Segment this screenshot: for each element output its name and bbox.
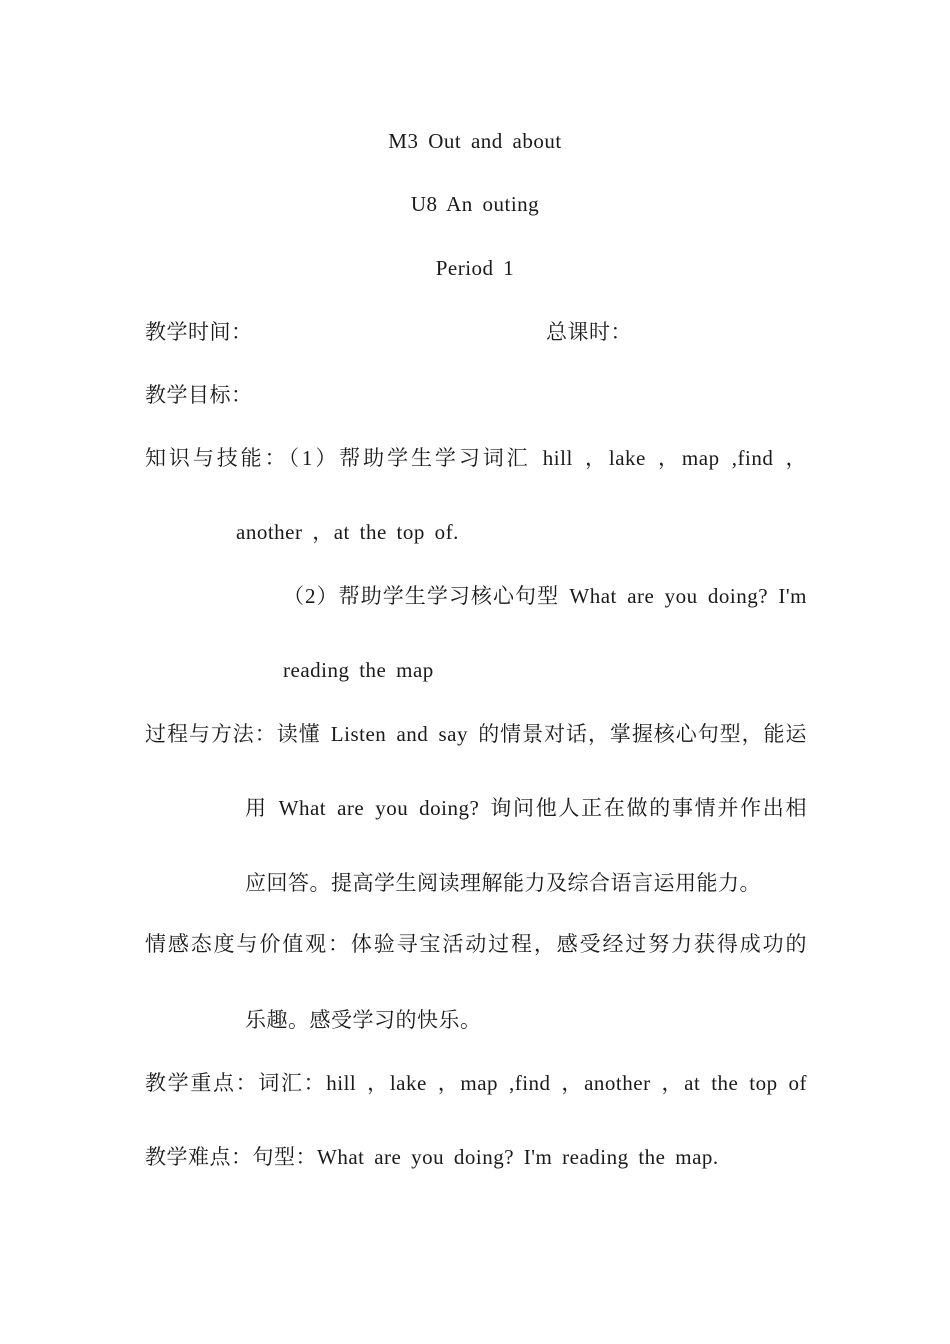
unit-title: U8 An outing [410, 192, 540, 216]
knowledge-skills-line-3: （2）帮助学生学习核心句型 What are you doing? I'm [283, 584, 807, 608]
period-title: Period 1 [435, 256, 515, 280]
difficult-points: 教学难点：句型：What are you doing? I'm reading the map. [145, 1145, 719, 1169]
process-method-line-3: 应回答。提高学生阅读理解能力及综合语言运用能力。 [245, 871, 761, 895]
knowledge-skills-line-1: 知识与技能：（1）帮助学生学习词汇 hill ，lake ，map ,find ， [145, 446, 807, 470]
teaching-goals-label: 教学目标： [145, 383, 253, 407]
teaching-time-label: 教学时间： [145, 320, 253, 344]
knowledge-skills-line-2: another ，at the top of. [236, 520, 459, 544]
key-points: 教学重点：词汇：hill ，lake ，map ,find ，another ，at the top of [145, 1071, 807, 1095]
process-method-line-2: 用 What are you doing? 询问他人正在做的事情并作出相 [245, 796, 807, 820]
knowledge-skills-line-4: reading the map [283, 658, 434, 682]
emotion-values-line-1: 情感态度与价值观：体验寻宝活动过程，感受经过努力获得成功的 [145, 932, 807, 956]
module-title: M3 Out and about [388, 129, 562, 153]
process-method-line-1: 过程与方法：读懂 Listen and say 的情景对话，掌握核心句型，能运 [145, 722, 807, 746]
emotion-values-line-2: 乐趣。感受学习的快乐。 [245, 1008, 482, 1032]
total-periods-label: 总课时： [546, 320, 632, 344]
